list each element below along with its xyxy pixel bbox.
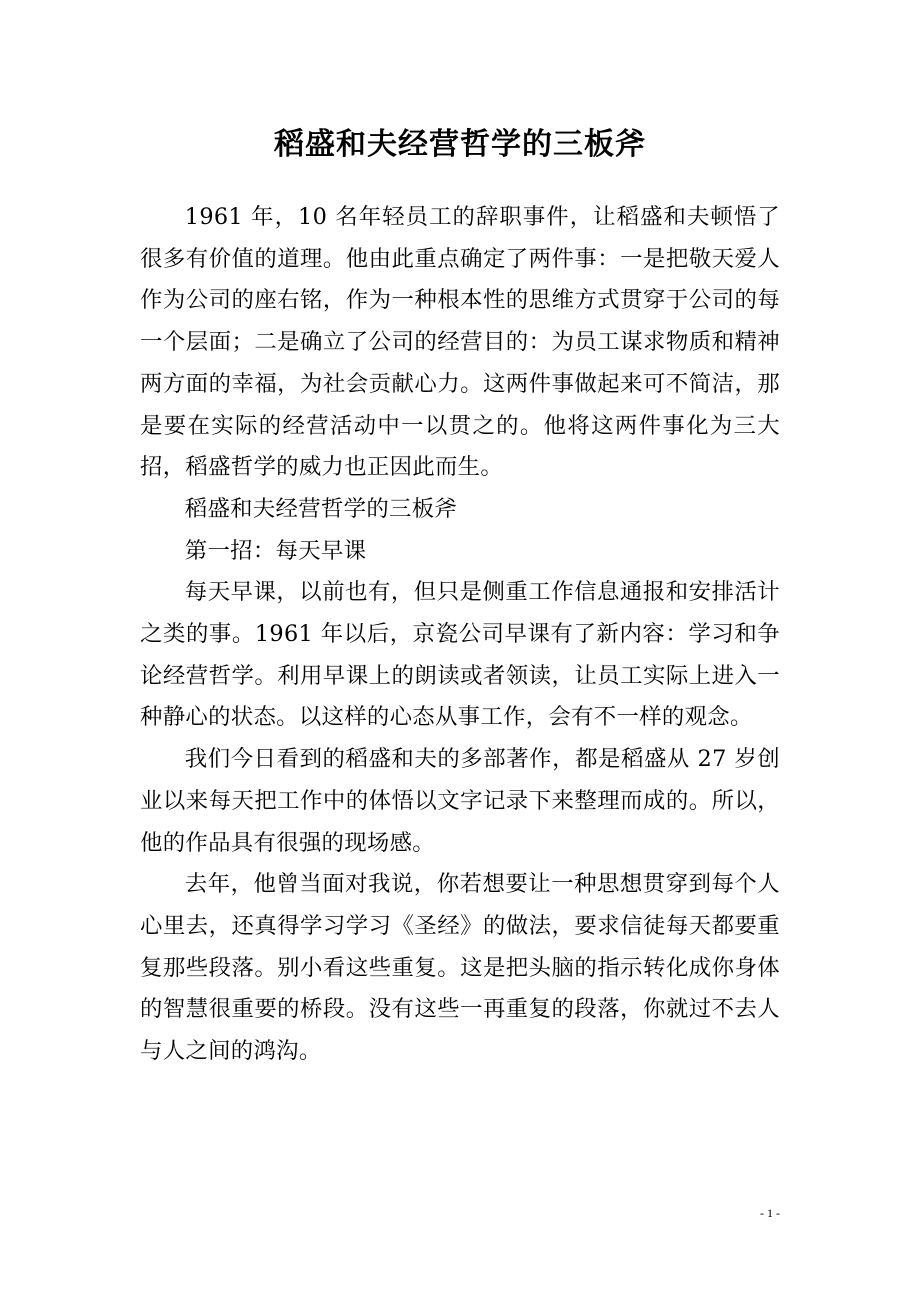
paragraph-works: 我们今日看到的稻盛和夫的多部著作，都是稻盛从 27 岁创业以来每天把工作中的体悟以文字记录下来整理而成的。所以，他的作品具有很强的现场感。 [140,746,780,856]
paragraph-first-move: 第一招：每天早课 [184,537,367,564]
paragraph-repetition: 去年，他曾当面对我说，你若想要让一种思想贯穿到每个人心里去，还真得学习学习《圣经》的做法，要求信徒每天都要重复那些段落。别小看这些重复。这是把头脑的指示转化成你身体的智慧很重要的桥段。没有这些一再重复的段落，你就过不去人与人之间的鸿沟。 [140,871,780,1065]
document-body [140,197,780,1073]
paragraph-morning-class: 每天早课，以前也有，但只是侧重工作信息通报和安排活计之类的事。1961 年以后，京瓷公司早课有了新内容：学习和争论经营哲学。利用早课上的朗读或者领读，让员工实际上进入一种静心的状态。以这样的心态从事工作，会有不一样的观念。 [140,579,780,731]
page-number: - 1 - [760,1206,780,1220]
document-title: 稻盛和夫经营哲学的三板斧 [274,127,646,162]
paragraph-intro: 1961 年，10 名年轻员工的辞职事件，让稻盛和夫顿悟了很多有价值的道理。他由此重点确定了两件事：一是把敬天爱人作为公司的座右铭，作为一种根本性的思维方式贯穿于公司的每一个层面；二是确立了公司的经营目的：为员工谋求物质和精神两方面的幸福，为社会贡献心力。这两件事做起来可不简洁，那是要在实际的经营活动中一以贯之的。他将这两件事化为三大招，稻盛哲学的威力也正因此而生。 [140,204,780,481]
paragraph-section-heading: 稻盛和夫经营哲学的三板斧 [184,495,458,522]
